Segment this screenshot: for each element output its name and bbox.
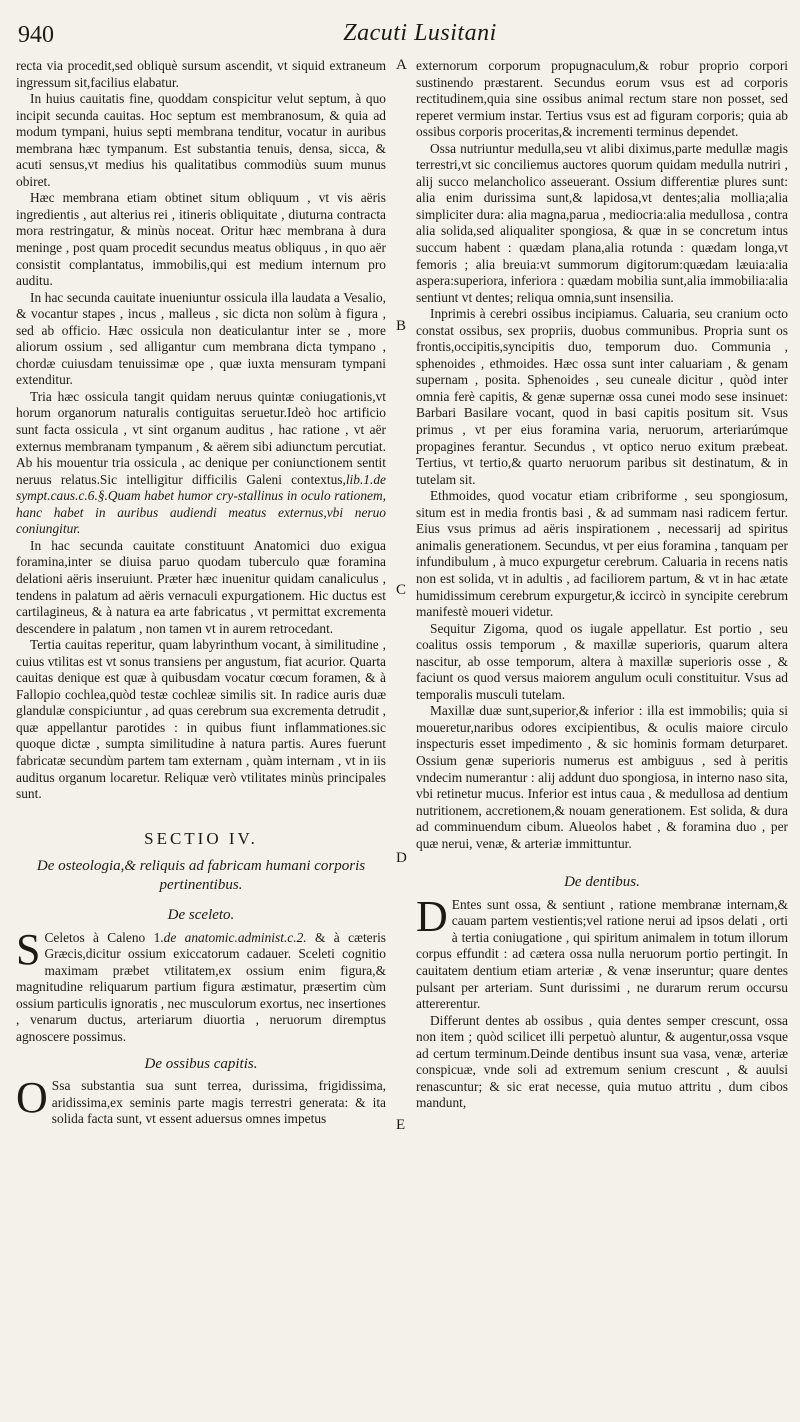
margin-letter-b: B [396, 318, 407, 334]
margin-letter-e: E [396, 1117, 406, 1133]
margin-letter-c: C [396, 582, 407, 598]
paragraph: In hac secunda cauitate inueniuntur ossicula illa laudata a Vesalio, & vocantur stapes , incus , malleus , sic dicta non solùm à figura , sed ab officio. Hæc ossicula non deaticulantur inter se , more aliorum ossium , sed alligantur cum membrana dicta tympano , chordæ cuiusdam tenuissimæ ope , quæ iuxta mensuram tympani extenditur. [16, 289, 386, 388]
drop-cap: O [16, 1073, 48, 1123]
subheading-ossibus-capitis: De ossibus capitis. [144, 1055, 258, 1072]
paragraph-text: Tria hæc ossicula tangit quidam neruus quintæ coniugationis,vt horum organorum naturalis contiguitas seruetur.Ideò hoc artificio sunt facta ossicula , vt sint organum auditus , hac ratione , vt aër externus membranam tympanum , & aërem sibi adiunctum percutiat. Ab his mouentur tria ossicula , ac denique per coniunctionem sentit neruus relatus.Sic intelligitur difficilis Galeni contextus, [16, 388, 386, 487]
paragraph: In huius cauitatis fine, quoddam conspicitur velut septum, à quo incipit secunda cauitas. Hoc septum est membranosum, & quia ad modum tympani, huius septi membrana tenditur, vocatur in auribus membrana hæc tympanum. Est substantia tenuis, densa, sicca, & acuti sensus,vt medius his qualitatibus commodiùs suum munus obiret. [16, 91, 386, 189]
paragraph-text: & à cæteris Græcis,dicitur ossium exiccatorum cadauer. Sceleti cognitio maximam præbet vtilitatem,ex ossium enim figura,& magnitudine reliquarum partium figura æstimatur, præsertim cùm ossium particulis ignoratis , nec musculorum exortus, nec insertiones , venarum ductus, arteriarum diuortia , neruorum diremptus agnoscere possimus. [16, 929, 386, 1044]
page-number: 940 [18, 22, 54, 48]
left-column [16, 58, 386, 1128]
subheading-dentibus: De dentibus. [564, 874, 640, 891]
paragraph: externorum corporum propugnaculum,& robur proprio corpori sustinendo præstarent. Secundus eorum vsus est ad corporis rectitudinem,quia sine ossibus animal rectum stare non posset, sed reperet vermium instar. Tertius vsus est ad figuram corporis; quia ab ossibus corporis proceritas,& incrementi terminus dependet. [416, 58, 788, 140]
paragraph: Sequitur Zigoma, quod os iugale appellatur. Est portio , seu coalitus ossis temporum , & maxillæ superioris, quarum altera nascitur, ab osse temporum, altera à maxillæ superioris osse , & faciunt os quod versus maiorem angulum oculi constituitur. Vsus ad temporalis musculi tutelam. [416, 620, 788, 702]
paragraph [416, 891, 788, 1013]
paragraph: Differunt dentes ab ossibus , quia dentes semper crescunt, ossa non item ; quòd scilicet illi perpetuò aluntur, & augentur,ossa vsque ad certum terminum.Deinde dentibus insunt sua vasa, venæ, arteriæ conspicuæ, vnde soli ad extremum senium crescunt , & auulsi renascuntur; & sic erat necesse, quia mutuo attritu , dum cibos mandunt, [416, 1012, 788, 1111]
paragraph: recta via procedit,sed obliquè sursum ascendit, vt siquid extraneum ingressum sit,facilius elabatur. [16, 58, 386, 90]
paragraph: Tertia cauitas reperitur, quam labyrinthum vocant, à similitudine , cuius vtilitas est vt sonus transiens per angustum, fiat acurior. Quarta cauitas denique est quæ à quibusdam vocatur cœcum foramen, & à Fallopio cochlea,quòd testæ cochleæ similis sit. In radice auris duæ glandulæ conspiciuntur , ad quas cerebrum sua excrementa detrudit , quæ appellantur parotides : in quibus fiunt inflammationes.sic quoque dictæ , sumpta similitudine à natura partis. Aures fuerunt fabricatæ secundùm partem tam externam , quàm internam , vt in iis auditus organum locaretur. Reliquæ verò vtilitates minùs principales sunt. [16, 637, 386, 802]
citation-text: lib.1.de sympt.caus.c.6.§.Quam habet humor cry-stallinus in oculo rationem, hanc habet in auribus audiendi meatus externus,vbi neruo coniungitur. [16, 471, 386, 537]
section-heading: SECTIO IV. [144, 828, 258, 848]
citation-text: de anatomic.administ.c.2. [163, 929, 307, 945]
margin-letter-d: D [396, 850, 407, 866]
paragraph [16, 389, 386, 538]
right-column [416, 58, 788, 1112]
paragraph: Ossa nutriuntur medulla,seu vt alibi diximus,parte medullæ magis terrestri,vt sic conciliemus auctores quorum quidam medulla nutriri , alij succo melancholico asseuerant. Ossium differentiæ plures sunt: alia enim durissima sunt,& lapidosa,vt dentes;alia mollia;alia simpliciter dura: alia magna,parua , mediocria:alia medullosa , contra alia solida,sed aliqualiter spongiosa, & quæ in se concretum intus succum habent : quædam plana,alia rotunda : quædam longa,vt femoris ; alia breuia:vt summorum digitorum:quædam læuia:alia aspera:superiora, inferiora : quædam mobilia sunt,alia immobilia:alia sentiunt vt dentes; reliqua omnia,sunt insensilia. [416, 140, 788, 305]
paragraph-text: Entes sunt ossa, & sentiunt , ratione membranæ internam,& cauam partem vestientis;vel ratione nerui ad ipsos delati , orti à tertia coniugatione , qui spiritum animalem in totum illorum corpus effundit : ad cætera ossa nulla neruorum portio pertingit. In cauitatem dentium etiam arteriæ , & venæ inseruntur; quare dentes pulsant per arteriam. Sunt durissimi , ne durarum rerum occursu attererentur. [416, 896, 788, 1012]
paragraph: Inprimis à cerebri ossibus incipiamus. Caluaria, seu cranium octo constat ossibus, sex propriis, duobus communibus. Propria sunt os frontis,occipitis,syncipitis duo, temporum duo. Communia , sphenoides , ethmoides. Hæc ossa sunt inter caluariam , & genam supernam , posita. Sphenoides , seu cuneale dicitur , quòd inter omnia ferè capitis, & genæ supernæ ossa cunei modo sese insinuet: Barbari Basilare vocant, quod in basi capitis positum sit. Vsus primus , vt per eius foramina varia, neruorum, arteriarúmque propagines ferantur. Secundus , vt optico neruo exitum præbeat. Tertius, vt tertio,& quarto neruorum paribus sit destinatum, & in tutelam sit. [416, 306, 788, 487]
page-header [14, 18, 786, 58]
subheading-sceleto: De sceleto. [167, 907, 235, 924]
running-title: Zacuti Lusitani [343, 20, 497, 46]
paragraph: Ethmoides, quod vocatur etiam cribriforme , seu spongiosum, situm est in media frontis basi , & ad summam nasi radicem fertur. Eius vsus primus ad aëris inspirationem , necessarij ad spiritus animalis generationem. Secundus, vt per eius foramina , tanquam per infundibulum , à muco expurgetur cerebrum. Caluaria in recens natis non est solida, vt in adultis , ad faciliorem partum, & vt in hac ætate humidissimum cerebrum expurgetur,& iccircò in syncipite cerebrum manifestè moueri videtur. [416, 488, 788, 620]
paragraph-text: Ssa substantia sua sunt terrea, durissima, frigidissima, aridissima,ex seminis parte magis terrestri generata: & ita solida facta sunt, vt essent aduersus omnes impetus [51, 1078, 386, 1127]
section-subtitle: De osteologia,& reliquis ad fabricam humani corporis pertinentibus. [36, 858, 366, 894]
paragraph: Maxillæ duæ sunt,superior,& inferior : illa est immobilis; quia si moueretur,naribus odores excipientibus, & oculis maiore circulo inspecturis esset impedimento , & sic hominis formam deturparet. Ossium genæ superioris numerus est ambiguus , sed à peritis vndecim numerantur : alij addunt duo spongiosa, in interno naso sita, vbi retinetur mucus. Inferior est intus caua , & medullosa ad dentium nutritionem, accretionem,& nouam generationem. Est solida, & dura ad comminuendum cibum. Alueolos habet , & foramina duo , per quæ nerui, venæ, & arteriæ immittuntur. [416, 703, 788, 851]
drop-cap: S [16, 924, 41, 974]
paragraph [16, 1073, 386, 1128]
paragraph-text: Celetos à Caleno 1. [44, 929, 164, 945]
paragraph: In hac secunda cauitate constituunt Anatomici duo exigua foramina,inter se diuisa paruo quodam tuberculo quæ foramina delationi aëris inseruiunt. Præter hæc inuenitur quidam canaliculus , tendens in palatum ad aëris vernaculi expurgationem. Hic ductus est cartilagineus, & à natura ea arte fabricatus , vt permittat excrementa descendere in palatum , non tamen vt in aurem retrocedant. [16, 537, 386, 636]
margin-letter-a: A [396, 57, 407, 73]
paragraph: Hæc membrana etiam obtinet situm obliquum , vt vis aëris ingredientis , aut alterius rei , itineris obliquitate , diuturna contracta mora restringatur, & minùs noceat. Oritur hæc membrana à dura meninge , post quam procedit secundus meatus obliquus , in quo aër consistit complantatus, immobilis,qui est medium internum pro auditu. [16, 190, 386, 289]
drop-cap: D [416, 891, 448, 941]
paragraph [16, 924, 386, 1046]
